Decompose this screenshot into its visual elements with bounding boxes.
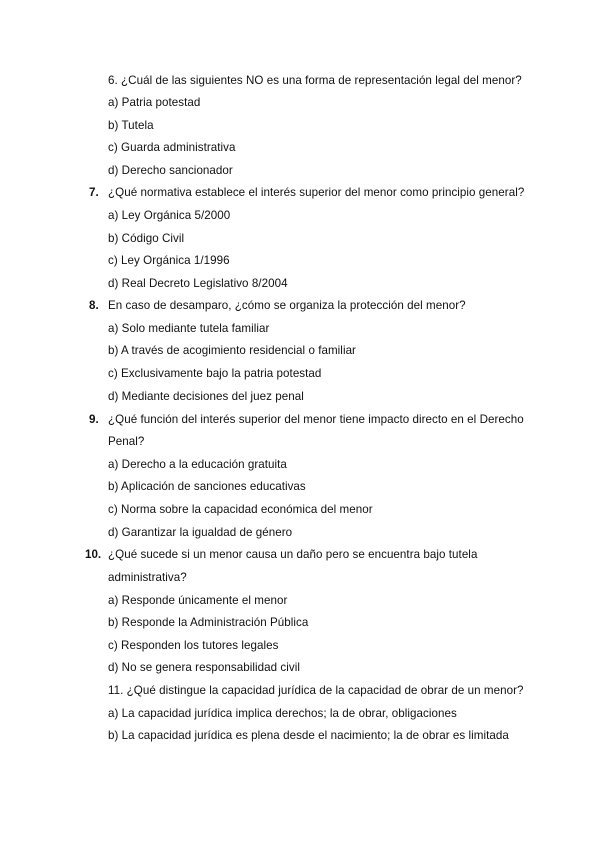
- question-8-text: En caso de desamparo, ¿cómo se organiza la protección del menor?: [108, 299, 466, 312]
- question-8-option-c: c) Exclusivamente bajo la patria potestad: [108, 367, 322, 380]
- question-10-option-c: c) Responden los tutores legales: [108, 639, 279, 652]
- question-7-option-b: b) Código Civil: [108, 232, 185, 245]
- question-7-option-c: c) Ley Orgánica 1/1996: [108, 254, 230, 267]
- question-8-option-d: d) Mediante decisiones del juez penal: [108, 390, 304, 403]
- question-9-option-d: d) Garantizar la igualdad de género: [108, 526, 293, 539]
- question-6-option-a: a) Patria potestad: [108, 96, 201, 109]
- question-8-option-a: a) Solo mediante tutela familiar: [108, 322, 270, 335]
- question-10-option-a: a) Responde únicamente el menor: [108, 594, 288, 607]
- question-6-option-d: d) Derecho sancionador: [108, 164, 233, 177]
- question-8-number: 8.: [89, 299, 99, 312]
- question-7-text: ¿Qué normativa establece el interés superior del menor como principio general?: [108, 186, 525, 199]
- question-9-option-a: a) Derecho a la educación gratuita: [108, 458, 287, 471]
- question-9-text-line-1: ¿Qué función del interés superior del menor tiene impacto directo en el Derecho: [108, 413, 524, 426]
- question-7-number: 7.: [89, 186, 99, 199]
- question-11-option-a: a) La capacidad jurídica implica derechos; la de obrar, obligaciones: [108, 707, 457, 720]
- question-7-option-d: d) Real Decreto Legislativo 8/2004: [108, 277, 288, 290]
- question-7-option-a: a) Ley Orgánica 5/2000: [108, 209, 231, 222]
- question-9-option-b: b) Aplicación de sanciones educativas: [108, 480, 306, 493]
- question-10-option-d: d) No se genera responsabilidad civil: [108, 661, 300, 674]
- question-10-number: 10.: [85, 548, 102, 561]
- question-10-text-line-1: ¿Qué sucede si un menor causa un daño pero se encuentra bajo tutela: [108, 548, 478, 561]
- question-9-text-line-2: Penal?: [108, 435, 145, 448]
- question-8-option-b: b) A través de acogimiento residencial o familiar: [108, 344, 356, 357]
- question-6-option-b: b) Tutela: [108, 119, 154, 132]
- question-11-text: 11. ¿Qué distingue la capacidad jurídica de la capacidad de obrar de un menor?: [108, 684, 524, 697]
- question-6-option-c: c) Guarda administrativa: [108, 141, 236, 154]
- question-10-text-line-2: administrativa?: [108, 571, 187, 584]
- question-11-option-b: b) La capacidad jurídica es plena desde el nacimiento; la de obrar es limitada: [108, 729, 509, 742]
- question-9-number: 9.: [89, 413, 99, 426]
- question-6-text: 6. ¿Cuál de las siguientes NO es una forma de representación legal del menor?: [108, 74, 522, 87]
- question-10-option-b: b) Responde la Administración Pública: [108, 616, 309, 629]
- question-9-option-c: c) Norma sobre la capacidad económica del menor: [108, 503, 373, 516]
